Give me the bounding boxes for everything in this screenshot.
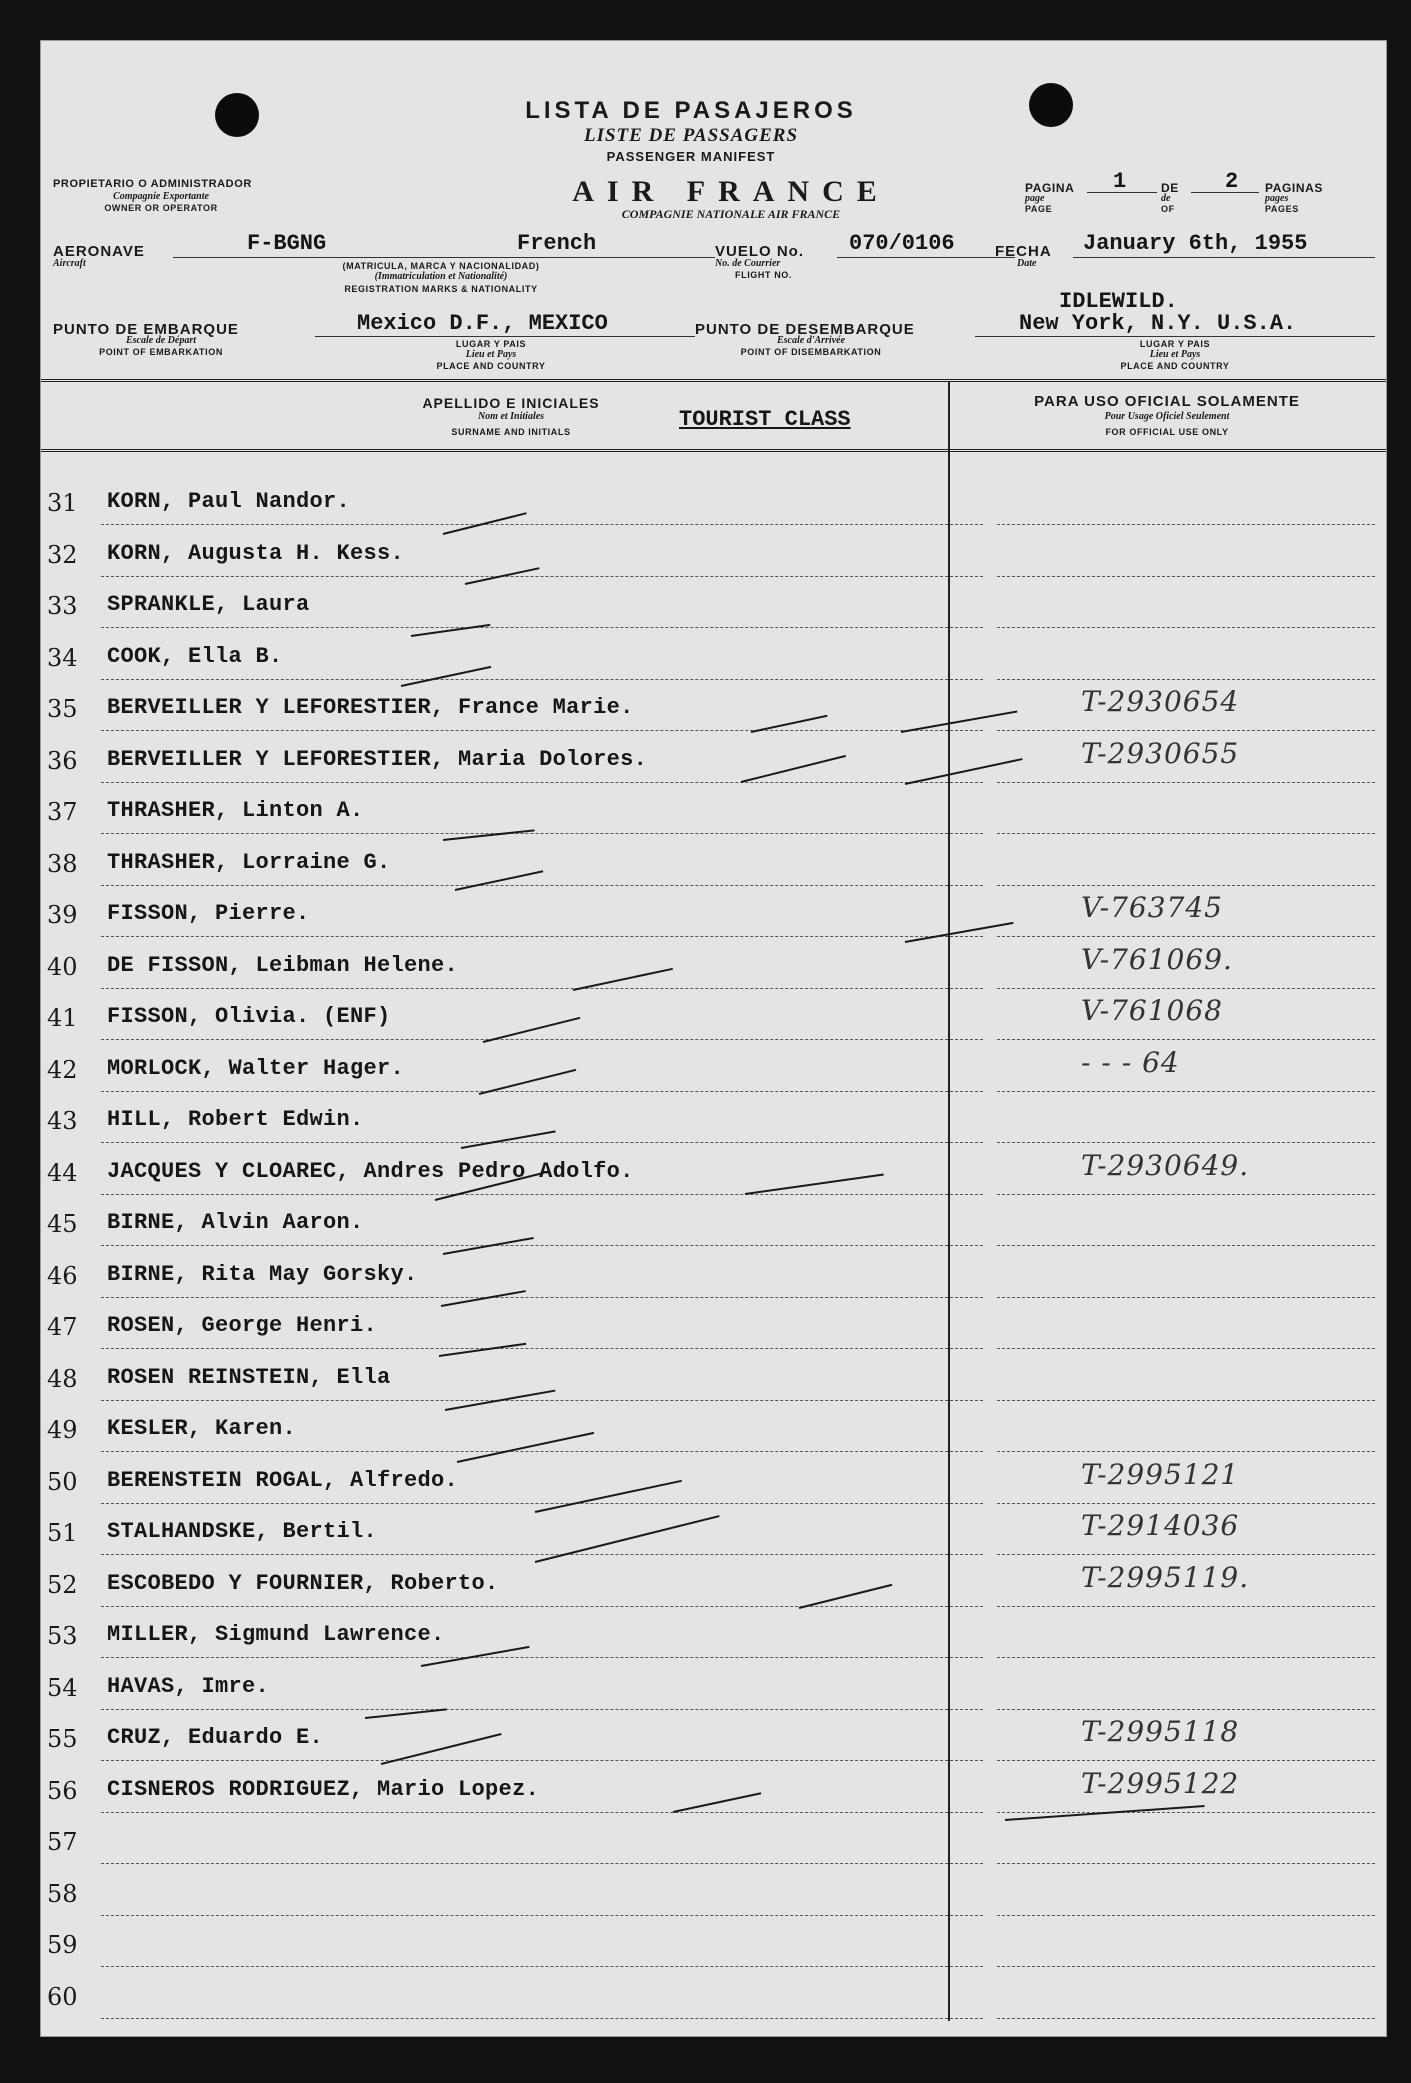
passenger-name: THRASHER, Lorraine G.: [107, 849, 391, 875]
page-number: 1: [1113, 169, 1127, 194]
row-number: 47: [47, 1313, 78, 1341]
table-row: [41, 525, 1386, 577]
airline-subtitle: COMPAGNIE NATIONALE AIR FRANCE: [621, 207, 841, 221]
embark-label-en: POINT OF EMBARKATION: [99, 347, 223, 357]
disembark-place-caption-en: PLACE AND COUNTRY: [1120, 361, 1230, 371]
row-rule: [101, 2018, 983, 2019]
date-label: FECHA: [995, 243, 1052, 260]
registration-caption-es: (MATRICULA, MARCA Y NACIONALIDAD): [342, 261, 540, 271]
embark-place-caption-es: LUGAR Y PAIS: [455, 339, 527, 349]
table-row: [41, 1040, 1386, 1092]
embark-place-caption-en: PLACE AND COUNTRY: [436, 361, 546, 371]
passenger-name: SPRANKLE, Laura: [107, 592, 310, 617]
passenger-name: BERENSTEIN ROGAL, Alfredo.: [107, 1467, 459, 1493]
row-number: 43: [47, 1107, 78, 1135]
row-number: 56: [47, 1776, 78, 1805]
row-number: 49: [47, 1416, 78, 1444]
registration-caption-en: REGISTRATION MARKS & NATIONALITY: [344, 284, 538, 294]
row-number: 34: [47, 643, 78, 672]
disembark-label-fr: Escale d'Arrivée: [776, 335, 846, 346]
row-number: 55: [47, 1725, 78, 1753]
aircraft-label-fr: Aircraft: [53, 258, 86, 269]
official-code: V-763745: [1081, 891, 1223, 924]
official-code: T-2930654: [1081, 685, 1240, 718]
registration-caption-fr: (Immatriculation et Nationalité): [374, 271, 508, 282]
table-row: [41, 1864, 1386, 1916]
flight-label-fr: No. de Courrier: [715, 258, 781, 269]
passenger-name: BERVEILLER Y LEFORESTIER, France Marie.: [107, 695, 634, 720]
passenger-name: JACQUES Y CLOAREC, Andres Pedro Adolfo.: [107, 1158, 634, 1184]
official-code: T-2930649.: [1081, 1148, 1250, 1182]
row-number: 40: [47, 952, 78, 981]
flight-number: 070/0106: [849, 231, 955, 256]
passenger-name: COOK, Ella B.: [107, 643, 283, 669]
passenger-name: MORLOCK, Walter Hager.: [107, 1055, 405, 1081]
table-row: [41, 628, 1386, 680]
table-row: [41, 1555, 1386, 1607]
of-label-fr: de: [1161, 193, 1171, 204]
column-name-en: SURNAME AND INITIALS: [451, 427, 571, 437]
row-number: 32: [47, 540, 78, 569]
row-number: 58: [47, 1879, 78, 1908]
row-number: 36: [47, 746, 78, 775]
official-code: T-2995121: [1081, 1457, 1240, 1491]
passenger-name: CISNEROS RODRIGUEZ, Mario Lopez.: [107, 1776, 540, 1802]
manifest-page: [40, 40, 1387, 2037]
official-code: - - - 64: [1081, 1045, 1180, 1079]
row-number: 37: [47, 798, 78, 826]
aircraft-label: AERONAVE: [53, 243, 145, 260]
table-row: [41, 1761, 1386, 1813]
row-number: 53: [47, 1622, 78, 1650]
page-label-es: PAGINA: [1025, 181, 1075, 195]
row-number: 33: [47, 592, 78, 620]
row-rule: [997, 2018, 1375, 2019]
passenger-name: BERVEILLER Y LEFORESTIER, Maria Dolores.: [107, 746, 648, 772]
table-row: [41, 1297, 1386, 1349]
flight-date: January 6th, 1955: [1083, 231, 1308, 256]
passenger-name: CRUZ, Eduardo E.: [107, 1725, 324, 1750]
row-number: 44: [47, 1158, 78, 1187]
row-number: 41: [47, 1004, 78, 1032]
passenger-name: ESCOBEDO Y FOURNIER, Roberto.: [107, 1570, 499, 1596]
passenger-name: KESLER, Karen.: [107, 1416, 297, 1441]
pages-label-en: PAGES: [1265, 204, 1299, 214]
row-number: 35: [47, 695, 78, 723]
table-row: [41, 834, 1386, 886]
embark-label: PUNTO DE EMBARQUE: [53, 321, 239, 338]
disembark-airport: IDLEWILD.: [1059, 289, 1178, 314]
table-row: [41, 1143, 1386, 1195]
table-row: [41, 576, 1386, 628]
aircraft-registration: F-BGNG: [247, 231, 327, 256]
page-label-fr: page: [1025, 193, 1045, 204]
passenger-name: STALHANDSKE, Bertil.: [107, 1519, 378, 1544]
disembark-label-en: POINT OF DISEMBARKATION: [740, 347, 882, 357]
passenger-name: ROSEN REINSTEIN, Ella: [107, 1364, 391, 1390]
row-number: 52: [47, 1570, 78, 1599]
passenger-name: KORN, Paul Nandor.: [107, 489, 351, 514]
table-row: [41, 1812, 1386, 1864]
disembark-label: PUNTO DE DESEMBARQUE: [695, 321, 915, 338]
passenger-name: BIRNE, Rita May Gorsky.: [107, 1261, 418, 1287]
table-row: [41, 473, 1386, 525]
page-label-en: PAGE: [1025, 204, 1053, 214]
title-es: LISTA DE PASAJEROS: [525, 97, 857, 124]
title-en: PASSENGER MANIFEST: [606, 149, 776, 164]
table-row: [41, 1709, 1386, 1761]
table-row: [41, 1246, 1386, 1298]
table-row: [41, 1915, 1386, 1967]
row-number: 42: [47, 1055, 78, 1084]
row-number: 46: [47, 1261, 78, 1290]
row-number: 59: [47, 1931, 78, 1959]
official-code: T-2930655: [1081, 736, 1240, 770]
table-row: [41, 1091, 1386, 1143]
flight-label-en: FLIGHT NO.: [735, 270, 792, 280]
table-row: [41, 731, 1386, 783]
row-number: 39: [47, 901, 78, 929]
row-number: 50: [47, 1467, 78, 1496]
total-pages: 2: [1225, 169, 1239, 194]
column-name-es: APELLIDO E INICIALES: [422, 395, 600, 411]
row-number: 51: [47, 1519, 78, 1547]
table-row: [41, 885, 1386, 937]
passenger-name: MILLER, Sigmund Lawrence.: [107, 1622, 445, 1647]
disembark-place-caption-fr: Lieu et Pays: [1149, 349, 1201, 360]
official-code: T-2995119.: [1081, 1560, 1250, 1594]
table-row: [41, 1658, 1386, 1710]
column-name-fr: Nom et Initiales: [477, 411, 545, 422]
embark-label-fr: Escale de Départ: [126, 335, 196, 346]
passenger-name: KORN, Augusta H. Kess.: [107, 540, 405, 566]
column-official-fr: Pour Usage Oficiel Seulement: [1104, 411, 1230, 422]
flight-label: VUELO No.: [715, 243, 805, 260]
of-label-es: DE: [1161, 181, 1179, 195]
table-row: [41, 1503, 1386, 1555]
passenger-name: DE FISSON, Leibman Helene.: [107, 952, 459, 978]
of-label-en: OF: [1161, 204, 1175, 214]
table-row: [41, 782, 1386, 834]
row-number: 57: [47, 1828, 78, 1856]
passenger-name: ROSEN, George Henri.: [107, 1313, 378, 1338]
date-label-fr: Date: [1017, 258, 1037, 269]
column-official-en: FOR OFFICIAL USE ONLY: [1105, 427, 1229, 437]
owner-label-fr: Compagnie Exportante: [113, 191, 209, 202]
row-number: 31: [47, 489, 78, 517]
owner-label-en: OWNER OR OPERATOR: [104, 203, 218, 213]
passenger-name: HAVAS, Imre.: [107, 1673, 270, 1699]
row-number: 54: [47, 1673, 78, 1702]
pages-label-es: PAGINAS: [1265, 181, 1323, 195]
official-code: V-761069.: [1081, 942, 1233, 976]
embark-place-caption-fr: Lieu et Pays: [465, 349, 517, 360]
pages-label-fr: pages: [1265, 193, 1289, 204]
embark-place: Mexico D.F., MEXICO: [357, 311, 608, 336]
passenger-name: FISSON, Pierre.: [107, 901, 310, 926]
official-code: V-761068: [1081, 994, 1223, 1027]
table-row: [41, 1967, 1386, 2019]
official-code: T-2914036: [1081, 1509, 1240, 1542]
passenger-name: HILL, Robert Edwin.: [107, 1107, 364, 1132]
disembark-place-caption-es: LUGAR Y PAIS: [1139, 339, 1211, 349]
airline-name: AIR FRANCE: [572, 175, 890, 208]
table-row: [41, 1452, 1386, 1504]
row-number: 45: [47, 1210, 78, 1238]
passenger-name: BIRNE, Alvin Aaron.: [107, 1210, 364, 1235]
table-row: [41, 937, 1386, 989]
column-official-es: PARA USO OFICIAL SOLAMENTE: [1034, 393, 1300, 410]
table-row: [41, 1194, 1386, 1246]
table-row: [41, 1400, 1386, 1452]
table-row: [41, 1606, 1386, 1658]
row-number: 38: [47, 849, 78, 878]
row-number: 60: [47, 1982, 78, 2011]
owner-label-es: PROPIETARIO O ADMINISTRADOR: [53, 178, 252, 190]
disembark-place: New York, N.Y. U.S.A.: [1019, 311, 1297, 336]
passenger-name: THRASHER, Linton A.: [107, 798, 364, 823]
official-code: T-2995118: [1081, 1715, 1240, 1748]
title-fr: LISTE DE PASSAGERS: [583, 125, 799, 146]
punch-hole: [215, 93, 259, 137]
table-row: [41, 1349, 1386, 1401]
punch-hole: [1029, 83, 1073, 127]
passenger-name: FISSON, Olivia. (ENF): [107, 1004, 391, 1029]
aircraft-nationality: French: [517, 231, 597, 256]
class-label: TOURIST CLASS: [679, 407, 851, 432]
official-code: T-2995122: [1081, 1766, 1240, 1800]
row-number: 48: [47, 1364, 78, 1393]
table-row: [41, 679, 1386, 731]
table-row: [41, 988, 1386, 1040]
